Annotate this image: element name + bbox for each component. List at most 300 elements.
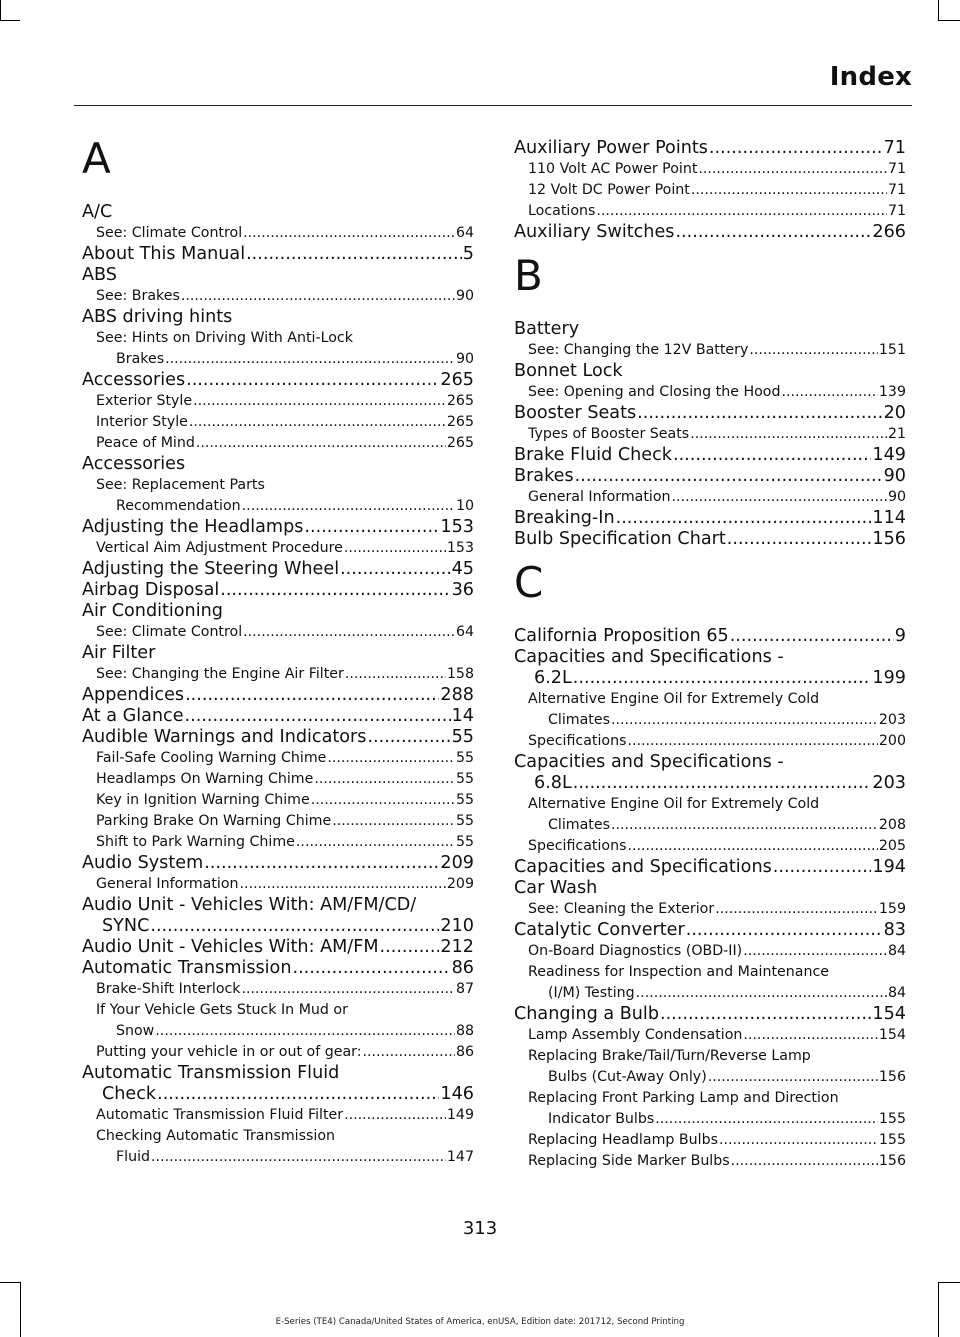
entry-title: General Information xyxy=(96,876,239,892)
subentry-row xyxy=(96,874,474,895)
subentry-row xyxy=(528,424,906,445)
entry-row xyxy=(82,958,474,979)
entry-title: Automatic Transmission Fluid xyxy=(82,1063,340,1083)
entry-title: Adjusting the Headlamps xyxy=(82,517,304,537)
entry-title: Audio Unit - Vehicles With: AM/FM/CD/ xyxy=(82,895,417,915)
subentry-row xyxy=(528,836,906,857)
dot-leader xyxy=(675,222,871,243)
index-subentry xyxy=(82,1042,474,1063)
entry-title: Auxiliary Switches xyxy=(514,222,675,242)
entry-page: 156 xyxy=(878,1069,906,1085)
entry-row xyxy=(514,222,906,243)
entry-title: Alternative Engine Oil for Extremely Cold xyxy=(528,796,820,812)
entry-title: See: Changing the 12V Battery xyxy=(528,342,749,358)
index-subentry xyxy=(82,328,474,370)
dot-leader xyxy=(743,1025,878,1046)
crop-mark xyxy=(938,1282,939,1337)
dot-leader xyxy=(596,201,887,222)
subentry-row xyxy=(96,769,474,790)
dot-leader xyxy=(240,874,446,895)
entry-page: 159 xyxy=(878,901,906,917)
entry-page: 153 xyxy=(440,517,474,537)
entry-page: 154 xyxy=(872,1004,906,1024)
entry-title: See: Climate Control xyxy=(96,225,243,241)
dot-leader xyxy=(186,370,439,391)
entry-title: Lamp Assembly Condensation xyxy=(528,1027,743,1043)
dot-leader xyxy=(573,773,872,794)
dot-leader xyxy=(185,685,439,706)
dot-leader xyxy=(243,622,455,643)
entry-title: General Information xyxy=(528,489,671,505)
dot-leader xyxy=(314,769,455,790)
entry-title: Indicator Bulbs xyxy=(548,1111,655,1127)
index-entry xyxy=(514,857,906,878)
index-heading: Air Conditioning xyxy=(82,601,223,621)
subentry-row xyxy=(528,1025,906,1046)
index-entry xyxy=(82,895,474,937)
dot-leader xyxy=(709,138,883,159)
entry-page: 10 xyxy=(455,498,474,514)
index-column-left xyxy=(82,134,474,1168)
dot-leader xyxy=(690,424,887,445)
index-subentry xyxy=(514,836,906,857)
entry-page: 86 xyxy=(455,1044,474,1060)
index-subentry xyxy=(514,1088,906,1130)
entry-title: Snow xyxy=(116,1023,155,1039)
subentry-row xyxy=(96,349,474,370)
entry-row xyxy=(82,580,474,601)
index-entry xyxy=(514,222,906,243)
subentry-row xyxy=(528,941,906,962)
entry-page: 36 xyxy=(451,580,474,600)
entry-title: Recommendation xyxy=(116,498,241,514)
entry-title: Automatic Transmission xyxy=(82,958,292,978)
entry-title: (I/M) Testing xyxy=(548,985,635,1001)
index-entry xyxy=(82,517,474,538)
dot-leader xyxy=(181,286,455,307)
index-subentry xyxy=(82,1126,474,1168)
index-subentry xyxy=(514,1025,906,1046)
entry-page: 203 xyxy=(878,712,906,728)
entry-page: 265 xyxy=(440,370,474,390)
entry-page: 9 xyxy=(894,626,906,646)
entry-title: Accessories xyxy=(82,370,186,390)
index-subentry xyxy=(82,748,474,769)
entry-title: Booster Seats xyxy=(514,403,637,423)
entry-title: Changing a Bulb xyxy=(514,1004,659,1024)
index-entry xyxy=(514,626,906,647)
subentry-row xyxy=(96,433,474,454)
entry-page: 71 xyxy=(887,203,906,219)
index-subentry xyxy=(514,1130,906,1151)
crop-mark xyxy=(0,0,1,20)
index-subentry xyxy=(82,622,474,643)
entry-title: Audio System xyxy=(82,853,204,873)
index-heading: Accessories xyxy=(82,454,186,474)
entry-title: Bulb Specification Chart xyxy=(514,529,726,549)
dot-leader xyxy=(730,626,894,647)
entry-title: If Your Vehicle Gets Stuck In Mud or xyxy=(96,1002,348,1018)
dot-leader xyxy=(660,1004,871,1025)
entry-row xyxy=(82,685,474,706)
entry-title: See: Replacement Parts xyxy=(96,477,265,493)
entry-page: 149 xyxy=(446,1107,474,1123)
entry-page: 83 xyxy=(883,920,906,940)
index-subentry xyxy=(514,1151,906,1172)
dot-leader xyxy=(773,857,872,878)
dot-leader xyxy=(672,487,887,508)
dot-leader xyxy=(715,899,878,920)
index-subentry xyxy=(514,487,906,508)
entry-title: SYNC xyxy=(102,916,150,936)
subentry-row xyxy=(528,1067,906,1088)
dot-leader xyxy=(196,433,446,454)
crop-mark xyxy=(20,1282,21,1337)
dot-leader xyxy=(655,1109,878,1130)
entry-page: 210 xyxy=(440,916,474,936)
entry-page: 88 xyxy=(455,1023,474,1039)
index-entry xyxy=(82,853,474,874)
entry-title: 6.8L xyxy=(534,773,572,793)
entry-title: Brakes xyxy=(514,466,574,486)
entry-title: Vertical Aim Adjustment Procedure xyxy=(96,540,343,556)
dot-leader xyxy=(345,664,446,685)
subentry-row xyxy=(96,538,474,559)
index-subentry xyxy=(82,286,474,307)
index-subentry xyxy=(514,731,906,752)
subentry-row xyxy=(528,731,906,752)
entry-title: 12 Volt DC Power Point xyxy=(528,182,690,198)
index-subentry xyxy=(514,201,906,222)
subentry-row xyxy=(96,496,474,517)
entry-title: Replacing Side Marker Bulbs xyxy=(528,1153,730,1169)
index-entry xyxy=(82,958,474,979)
index-subentry xyxy=(514,794,906,836)
entry-page: 55 xyxy=(455,834,474,850)
index-heading: ABS xyxy=(82,265,117,285)
index-subentry xyxy=(514,340,906,361)
entry-page: 55 xyxy=(455,813,474,829)
entry-page: 265 xyxy=(446,414,474,430)
entry-title: Auxiliary Power Points xyxy=(514,138,708,158)
entry-row xyxy=(514,626,906,647)
entry-page: 45 xyxy=(451,559,474,579)
subentry-row xyxy=(96,979,474,1000)
entry-page: 86 xyxy=(451,958,474,978)
entry-title: Specifications xyxy=(528,733,627,749)
entry-page: 90 xyxy=(455,288,474,304)
entry-row xyxy=(514,668,906,689)
subentry-row xyxy=(528,159,906,180)
crop-mark xyxy=(0,20,20,21)
subentry-row xyxy=(96,1021,474,1042)
dot-leader xyxy=(573,668,872,689)
subentry-row xyxy=(528,382,906,403)
dot-leader xyxy=(691,180,887,201)
index-subentry xyxy=(514,180,906,201)
entry-page: 55 xyxy=(455,750,474,766)
entry-title: Types of Booster Seats xyxy=(528,426,690,442)
index-entry xyxy=(82,685,474,706)
index-entry xyxy=(514,403,906,424)
entry-row xyxy=(82,370,474,391)
dot-leader xyxy=(189,412,446,433)
dot-leader xyxy=(246,244,462,265)
index-subentry xyxy=(82,1105,474,1126)
entry-title: Replacing Front Parking Lamp and Direction xyxy=(528,1090,839,1106)
index-entry xyxy=(514,1004,906,1025)
entry-row xyxy=(514,508,906,529)
index-entry xyxy=(514,445,906,466)
entry-title: Brakes xyxy=(116,351,165,367)
dot-leader xyxy=(367,727,450,748)
entry-title: See: Hints on Driving With Anti-Lock xyxy=(96,330,353,346)
entry-page: 149 xyxy=(872,445,906,465)
entry-row xyxy=(82,706,474,727)
entry-title: Checking Automatic Transmission xyxy=(96,1128,336,1144)
dot-leader xyxy=(157,1084,439,1105)
dot-leader xyxy=(749,340,878,361)
entry-title: Audio Unit - Vehicles With: AM/FM xyxy=(82,937,379,957)
index-entry xyxy=(82,727,474,748)
dot-leader xyxy=(719,1130,878,1151)
entry-page: 146 xyxy=(440,1084,474,1104)
entry-row xyxy=(514,1004,906,1025)
footer-edition: E-Series (TE4) Canada/United States of America, enUSA, Edition date: 201712, Second Printing xyxy=(275,1317,685,1327)
entry-page: 147 xyxy=(446,1149,474,1165)
dot-leader xyxy=(698,159,887,180)
index-entry xyxy=(514,138,906,159)
dot-leader xyxy=(575,466,883,487)
index-subentry xyxy=(82,475,474,517)
entry-page: 209 xyxy=(440,853,474,873)
entry-page: 265 xyxy=(446,393,474,409)
entry-title: Readiness for Inspection and Maintenance xyxy=(528,964,829,980)
index-entry xyxy=(514,647,906,689)
dot-leader xyxy=(332,811,455,832)
entry-title: 110 Volt AC Power Point xyxy=(528,161,698,177)
index-heading: Bonnet Lock xyxy=(514,361,623,381)
index-subentry xyxy=(82,412,474,433)
index-subentry xyxy=(514,689,906,731)
index-entry xyxy=(82,706,474,727)
entry-title: Automatic Transmission Fluid Filter xyxy=(96,1107,344,1123)
entry-page: 87 xyxy=(455,981,474,997)
dot-leader xyxy=(243,223,455,244)
dot-leader xyxy=(731,1151,878,1172)
entry-title: Fluid xyxy=(116,1149,151,1165)
crop-mark xyxy=(0,1282,20,1283)
dot-leader xyxy=(344,538,446,559)
entry-page: 84 xyxy=(887,943,906,959)
entry-title: Bulbs (Cut-Away Only) xyxy=(548,1069,707,1085)
entry-title: About This Manual xyxy=(82,244,246,264)
dot-leader xyxy=(165,349,455,370)
subentry-row xyxy=(96,412,474,433)
index-heading: Car Wash xyxy=(514,878,598,898)
entry-title: Appendices xyxy=(82,685,185,705)
index-subentry xyxy=(82,538,474,559)
entry-page: 154 xyxy=(878,1027,906,1043)
subentry-row xyxy=(96,391,474,412)
entry-title: Capacities and Specifications - xyxy=(514,647,784,667)
entry-title: Audible Warnings and Indicators xyxy=(82,727,367,747)
subentry-row xyxy=(96,1105,474,1126)
entry-title: Headlamps On Warning Chime xyxy=(96,771,314,787)
index-subentry xyxy=(514,382,906,403)
entry-page: 158 xyxy=(446,666,474,682)
entry-page: 71 xyxy=(887,161,906,177)
dot-leader xyxy=(611,815,878,836)
entry-title: Catalytic Converter xyxy=(514,920,685,940)
index-column-right xyxy=(514,138,906,1172)
dot-leader xyxy=(380,937,440,958)
entry-row xyxy=(514,920,906,941)
entry-page: 90 xyxy=(883,466,906,486)
section-letter: C xyxy=(514,558,544,607)
entry-title: Interior Style xyxy=(96,414,188,430)
index-subentry xyxy=(82,811,474,832)
page-title: Index xyxy=(829,62,912,92)
entry-row xyxy=(82,937,474,958)
index-subentry xyxy=(514,424,906,445)
dot-leader xyxy=(743,941,887,962)
dot-leader xyxy=(636,983,887,1004)
entry-title: Airbag Disposal xyxy=(82,580,220,600)
entry-title: Shift to Park Warning Chime xyxy=(96,834,295,850)
index-entry xyxy=(82,370,474,391)
subentry-row xyxy=(528,1130,906,1151)
dot-leader xyxy=(627,836,877,857)
entry-row xyxy=(514,773,906,794)
entry-page: 155 xyxy=(878,1132,906,1148)
subentry-row xyxy=(96,748,474,769)
dot-leader xyxy=(311,790,455,811)
index-subentry xyxy=(82,769,474,790)
entry-title: Parking Brake On Warning Chime xyxy=(96,813,332,829)
entry-page: 114 xyxy=(872,508,906,528)
entry-page: 200 xyxy=(878,733,906,749)
entry-title: Specifications xyxy=(528,838,627,854)
index-entry xyxy=(82,244,474,265)
entry-page: 5 xyxy=(462,244,474,264)
subentry-row xyxy=(96,1042,474,1063)
entry-page: 288 xyxy=(440,685,474,705)
entry-page: 199 xyxy=(872,668,906,688)
subentry-row xyxy=(96,664,474,685)
entry-title: Fail-Safe Cooling Warning Chime xyxy=(96,750,327,766)
subentry-row xyxy=(528,983,906,1004)
entry-page: 156 xyxy=(872,529,906,549)
header-divider xyxy=(74,105,912,106)
entry-page: 20 xyxy=(883,403,906,423)
crop-mark xyxy=(938,0,939,20)
subentry-row xyxy=(528,487,906,508)
entry-title: See: Brakes xyxy=(96,288,180,304)
entry-page: 209 xyxy=(446,876,474,892)
subentry-row xyxy=(96,811,474,832)
index-entry xyxy=(514,752,906,794)
index-entry xyxy=(82,937,474,958)
subentry-row xyxy=(96,832,474,853)
entry-page: 205 xyxy=(878,838,906,854)
section-letter: A xyxy=(82,134,111,183)
entry-page: 71 xyxy=(887,182,906,198)
index-heading: Battery xyxy=(514,319,580,339)
entry-title: Exterior Style xyxy=(96,393,193,409)
index-subentry xyxy=(82,391,474,412)
index-heading: ABS driving hints xyxy=(82,307,233,327)
entry-title: Capacities and Specifications xyxy=(514,857,772,877)
dot-leader xyxy=(220,580,450,601)
index-heading: Air Filter xyxy=(82,643,156,663)
subentry-row xyxy=(528,1151,906,1172)
entry-row xyxy=(514,445,906,466)
dot-leader xyxy=(708,1067,878,1088)
page-number: 313 xyxy=(462,1218,498,1239)
dot-leader xyxy=(292,958,450,979)
entry-title: See: Cleaning the Exterior xyxy=(528,901,715,917)
entry-title: California Proposition 65 xyxy=(514,626,729,646)
entry-page: 265 xyxy=(446,435,474,451)
dot-leader xyxy=(611,710,878,731)
subentry-row xyxy=(96,622,474,643)
index-entry xyxy=(82,559,474,580)
section-letter: B xyxy=(514,251,543,300)
dot-leader xyxy=(340,559,451,580)
dot-leader xyxy=(185,706,451,727)
entry-page: 156 xyxy=(878,1153,906,1169)
entry-title: Climates xyxy=(548,712,610,728)
index-entry xyxy=(82,1063,474,1105)
dot-leader xyxy=(242,496,455,517)
dot-leader xyxy=(155,1021,455,1042)
entry-page: 55 xyxy=(455,792,474,808)
entry-title: Climates xyxy=(548,817,610,833)
entry-row xyxy=(514,403,906,424)
index-entry xyxy=(514,529,906,550)
index-subentry xyxy=(514,962,906,1004)
index-subentry xyxy=(82,874,474,895)
entry-page: 155 xyxy=(878,1111,906,1127)
entry-row xyxy=(514,138,906,159)
dot-leader xyxy=(344,1105,446,1126)
entry-page: 208 xyxy=(878,817,906,833)
index-subentry xyxy=(514,1046,906,1088)
entry-row xyxy=(514,857,906,878)
entry-row xyxy=(82,1084,474,1105)
entry-page: 64 xyxy=(455,624,474,640)
index-subentry xyxy=(82,1000,474,1042)
subentry-row xyxy=(528,1109,906,1130)
subentry-row xyxy=(528,815,906,836)
crop-mark xyxy=(938,20,960,21)
index-subentry xyxy=(514,941,906,962)
entry-row xyxy=(82,916,474,937)
entry-title: Putting your vehicle in or out of gear: xyxy=(96,1044,362,1060)
index-entry xyxy=(82,580,474,601)
entry-title: Locations xyxy=(528,203,596,219)
entry-page: 90 xyxy=(455,351,474,367)
entry-page: 14 xyxy=(451,706,474,726)
subentry-row xyxy=(528,340,906,361)
entry-title: Alternative Engine Oil for Extremely Cold xyxy=(528,691,820,707)
dot-leader xyxy=(296,832,455,853)
entry-page: 153 xyxy=(446,540,474,556)
dot-leader xyxy=(782,382,878,403)
entry-page: 55 xyxy=(455,771,474,787)
entry-title: Capacities and Specifications - xyxy=(514,752,784,772)
